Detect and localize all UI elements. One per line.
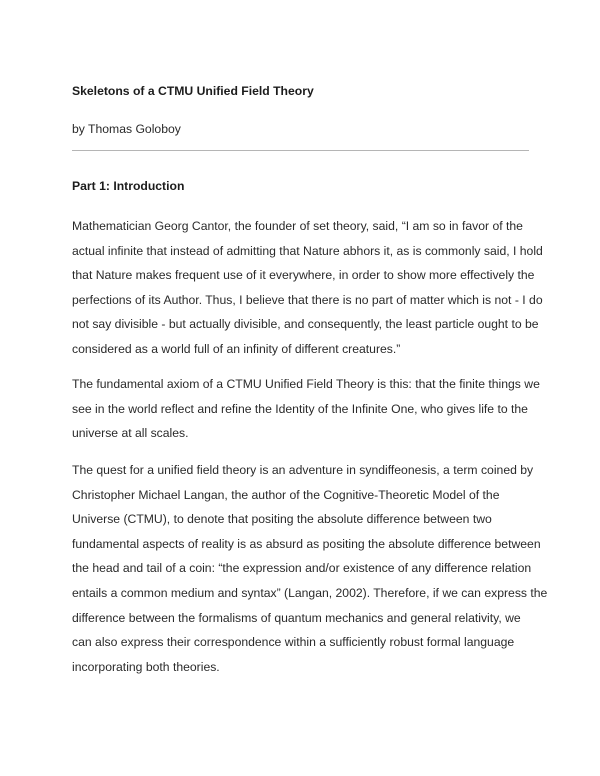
paragraph-fundamental-axiom: [72, 372, 540, 446]
paragraph-line: Mathematician Georg Cantor, the founder of set theory, said, “I am so in favor of the: [72, 219, 523, 233]
author-byline: by Thomas Goloboy: [72, 122, 181, 136]
paragraph-syndiffeonesis: [72, 458, 548, 679]
document-title: Skeletons of a CTMU Unified Field Theory: [72, 84, 314, 98]
paragraph-line: the head and tail of a coin: “the expression and/or existence of any difference relation: [72, 561, 532, 576]
horizontal-divider: [72, 150, 529, 151]
paragraph-line: The quest for a unified field theory is an adventure in syndiffeonesis, a term coined by: [72, 463, 534, 477]
paragraph-line: entails a common medium and syntax” (Langan, 2002). Therefore, if we can express the: [72, 585, 548, 600]
paragraph-line: universe at all scales.: [72, 426, 189, 441]
section-heading: Part 1: Introduction: [72, 179, 185, 193]
paragraph-line: Christopher Michael Langan, the author of the Cognitive-Theoretic Model of the: [72, 487, 500, 502]
paragraph-cantor-quote: [72, 214, 543, 362]
paragraph-line: Universe (CTMU), to denote that positing the absolute difference between two: [72, 512, 492, 527]
paragraph-line: The fundamental axiom of a CTMU Unified Field Theory is this: that the finite things we: [72, 377, 540, 391]
paragraph-line: see in the world reflect and refine the Identity of the Infinite One, who gives life to the: [72, 401, 528, 416]
paragraph-line: that Nature makes frequent use of it everywhere, in order to show more effectively the: [72, 268, 535, 283]
paragraph-line: actual infinite that instead of admitting that Nature abhors it, as is commonly said, I hold: [72, 243, 543, 258]
paragraph-line: can also express their correspondence within a sufficiently robust formal language: [72, 635, 515, 650]
paragraph-line: considered as a world full of an infinity of different creatures.”: [72, 341, 401, 356]
paragraph-line: fundamental aspects of reality is as absurd as positing the absolute difference between: [72, 536, 541, 551]
paragraph-line: difference between the formalisms of quantum mechanics and general relativity, we: [72, 610, 521, 625]
paragraph-line: perfections of its Author. Thus, I believe that there is no part of matter which is not - I do: [72, 292, 543, 307]
paragraph-line: incorporating both theories.: [72, 659, 220, 674]
paragraph-line: not say divisible - but actually divisible, and consequently, the least particle ought to be: [72, 317, 539, 332]
